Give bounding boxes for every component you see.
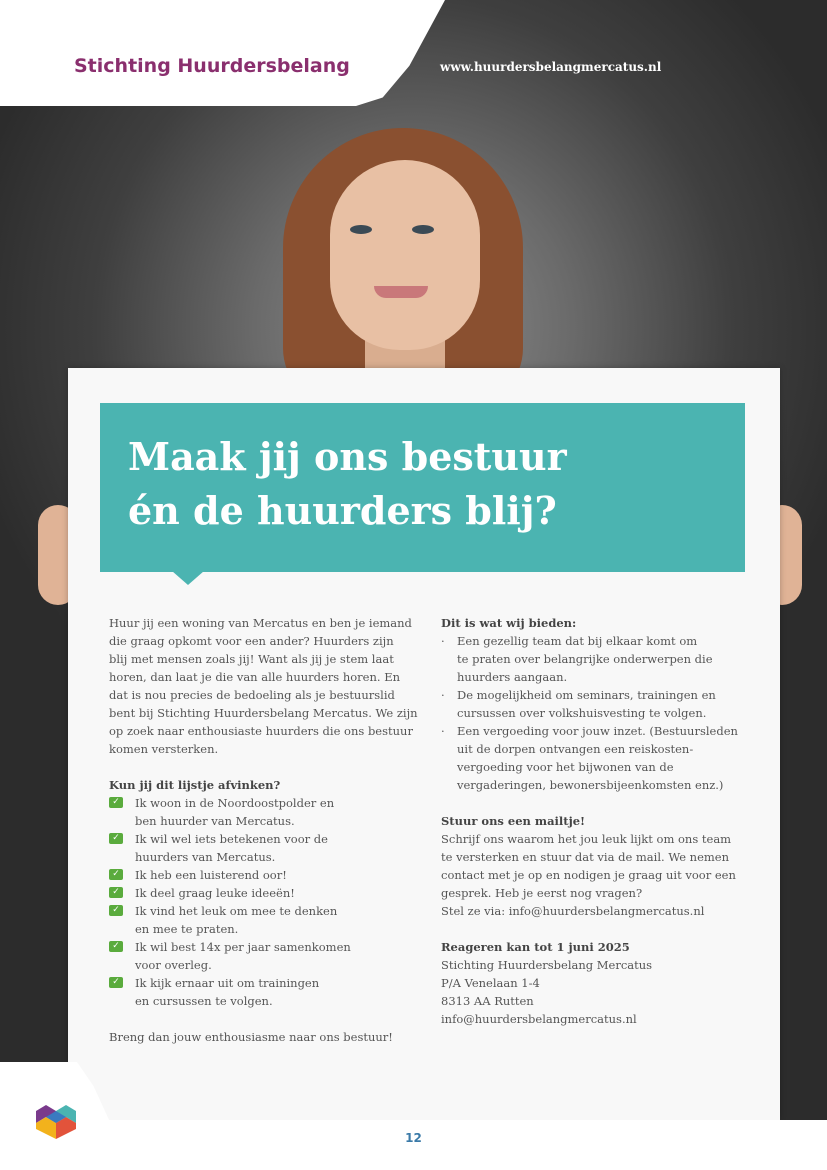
checkbox-checked-icon: ✓ xyxy=(109,977,123,988)
checklist-item-line: Ik vind het leuk om mee te denken xyxy=(135,904,338,918)
left-eye xyxy=(350,225,372,234)
mail-heading: Stuur ons een mailtje! xyxy=(441,814,586,828)
checklist-item-line: huurders van Mercatus. xyxy=(135,850,276,864)
intro-line: dat is nou precies de bedoeling als je bestuurslid xyxy=(109,688,395,702)
checklist-item xyxy=(109,974,419,1010)
checkbox-checked-icon: ✓ xyxy=(109,833,123,844)
offer-item-line: cursussen over volkshuisvesting te volgen. xyxy=(457,706,707,720)
checklist xyxy=(109,794,419,1010)
headline xyxy=(128,430,567,538)
bullet-icon: · xyxy=(441,688,445,702)
offer-item xyxy=(441,632,751,686)
offer-item-line: vergaderingen, bewonersbijeenkomsten enz.) xyxy=(457,778,724,792)
checklist-item xyxy=(109,866,419,884)
mail-paragraph xyxy=(441,830,751,920)
right-column xyxy=(441,614,751,1028)
page-number: 12 xyxy=(405,1131,422,1145)
intro-line: op zoek naar enthousiaste huurders die ons bestuur xyxy=(109,724,413,738)
left-column xyxy=(109,614,419,1046)
website-url: www.huurdersbelangmercatus.nl xyxy=(440,60,662,74)
offer-item xyxy=(441,686,751,722)
bullet-icon: · xyxy=(441,634,445,648)
checkbox-checked-icon: ✓ xyxy=(109,887,123,898)
offer-item xyxy=(441,722,751,794)
intro-line: die graag opkomt voor een ander? Huurders zijn xyxy=(109,634,394,648)
mail-line: te versterken en stuur dat via de mail. We nemen xyxy=(441,850,730,864)
checklist-item-line: Ik wil wel iets betekenen voor de xyxy=(135,832,328,846)
address-line: Stichting Huurdersbelang Mercatus xyxy=(441,958,653,972)
checklist-item-line: Ik woon in de Noordoostpolder en xyxy=(135,796,335,810)
checklist-item xyxy=(109,902,419,938)
checklist-item xyxy=(109,884,419,902)
checklist-item-line: Ik kijk ernaar uit om trainingen xyxy=(135,976,320,990)
checkbox-checked-icon: ✓ xyxy=(109,905,123,916)
mail-line: contact met je op en nodigen je graag uit voor een xyxy=(441,868,736,882)
offer-item-text xyxy=(457,686,716,722)
headline-line-2: én de huurders blij? xyxy=(128,488,557,533)
address-line: P/A Venelaan 1-4 xyxy=(441,976,540,990)
checklist-item xyxy=(109,794,419,830)
footer-strip xyxy=(0,1120,827,1170)
offer-item-line: Een gezellig team dat bij elkaar komt om xyxy=(457,634,698,648)
mail-line: gesprek. Heb je eerst nog vragen? xyxy=(441,886,643,900)
offer-item-line: vergoeding voor het bijwonen van de xyxy=(457,760,674,774)
checklist-heading: Kun jij dit lijstje afvinken? xyxy=(109,778,281,792)
checkbox-checked-icon: ✓ xyxy=(109,797,123,808)
address-line: 8313 AA Rutten xyxy=(441,994,534,1008)
headline-line-1: Maak jij ons bestuur xyxy=(128,434,567,479)
intro-line: komen versterken. xyxy=(109,742,219,756)
checklist-item-text xyxy=(135,830,328,866)
checkbox-checked-icon: ✓ xyxy=(109,941,123,952)
checklist-item-line: Ik wil best 14x per jaar samenkomen xyxy=(135,940,351,954)
intro-line: blij met mensen zoals jij! Want als jij je stem laat xyxy=(109,652,394,666)
address-line: info@huurdersbelangmercatus.nl xyxy=(441,1012,637,1026)
banner-pointer xyxy=(172,571,204,585)
intro-paragraph xyxy=(109,614,419,758)
deadline-heading: Reageren kan tot 1 juni 2025 xyxy=(441,940,630,954)
checklist-item-line: Ik deel graag leuke ideeën! xyxy=(135,886,295,900)
checklist-item-line: voor overleg. xyxy=(135,958,212,972)
offer-item-text xyxy=(457,722,738,794)
offer-item-line: huurders aangaan. xyxy=(457,670,568,684)
checkbox-checked-icon: ✓ xyxy=(109,869,123,880)
closing-line: Breng dan jouw enthousiasme naar ons bestuur! xyxy=(109,1030,393,1044)
checklist-item-line: ben huurder van Mercatus. xyxy=(135,814,295,828)
brand-title: Stichting Huurdersbelang xyxy=(74,55,350,77)
checklist-item-line: en cursussen te volgen. xyxy=(135,994,273,1008)
mouth-shape xyxy=(374,286,428,298)
face-shape xyxy=(330,160,480,350)
offer-heading: Dit is wat wij bieden: xyxy=(441,616,577,630)
mail-line: Schrijf ons waarom het jou leuk lijkt om ons team xyxy=(441,832,732,846)
intro-line: horen, dan laat je die van alle huurders horen. En xyxy=(109,670,401,684)
intro-line: bent bij Stichting Huurdersbelang Mercatus. We zijn xyxy=(109,706,418,720)
offer-item-line: Een vergoeding voor jouw inzet. (Bestuursleden xyxy=(457,724,738,738)
checklist-item-text xyxy=(135,938,351,974)
checklist-item xyxy=(109,830,419,866)
checklist-item-text xyxy=(135,974,319,1010)
checklist-item-text xyxy=(135,866,287,884)
mail-line: Stel ze via: info@huurdersbelangmercatus.nl xyxy=(441,904,705,918)
checklist-item-text xyxy=(135,902,337,938)
offer-item-line: De mogelijkheid om seminars, trainingen en xyxy=(457,688,716,702)
bullet-icon: · xyxy=(441,724,445,738)
offer-item-line: uit de dorpen ontvangen een reiskosten- xyxy=(457,742,694,756)
checklist-item xyxy=(109,938,419,974)
offer-list xyxy=(441,632,751,794)
checklist-item-text xyxy=(135,794,334,830)
header-panel xyxy=(0,0,445,106)
intro-line: Huur jij een woning van Mercatus en ben je iemand xyxy=(109,616,412,630)
offer-item-text xyxy=(457,632,713,686)
right-eye xyxy=(412,225,434,234)
offer-item-line: te praten over belangrijke onderwerpen die xyxy=(457,652,713,666)
address-block xyxy=(441,956,751,1028)
checklist-item-line: Ik heb een luisterend oor! xyxy=(135,868,287,882)
checklist-item-text xyxy=(135,884,295,902)
checklist-item-line: en mee te praten. xyxy=(135,922,239,936)
